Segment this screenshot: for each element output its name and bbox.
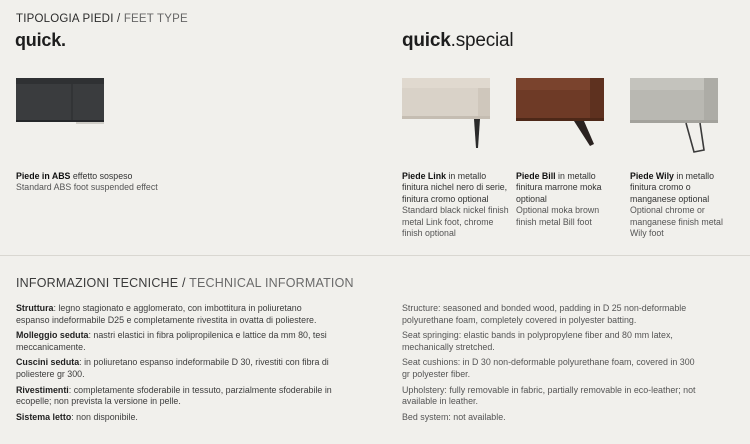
spec-label: Rivestimenti — [16, 384, 69, 395]
spec-label: Molleggio seduta — [16, 330, 89, 341]
bill-foot-photo — [516, 78, 604, 160]
link-foot-caption-it — [402, 171, 514, 205]
link-foot-caption — [402, 171, 514, 239]
feet-type-heading — [16, 13, 188, 25]
technical-info-it — [16, 303, 336, 427]
spec-upholstery-it — [16, 385, 336, 408]
wily-foot-name: Piede Wily — [630, 171, 674, 181]
quick-special-bold: quick — [402, 30, 451, 51]
quick-special-light: .special — [450, 30, 514, 51]
bill-foot-illustration — [516, 78, 604, 160]
quick-brand-title: quick. — [15, 30, 66, 50]
spec-seat-cushions-it — [16, 357, 336, 380]
feet-type-heading-en: FEET TYPE — [123, 13, 188, 25]
link-foot-illustration — [402, 78, 490, 160]
link-foot-caption-en: Standard black nickel finish metal Link foot, chrome finish optional — [402, 205, 509, 239]
spec-text: : legno stagionato e agglomerato, con imbottitura in poliuretano espanso indeformabile D25 e completamente rivestita in ovatta di poliestere. — [16, 303, 317, 325]
bill-foot-desc: in metallo finitura marrone moka optional — [516, 171, 602, 204]
link-foot-name: Piede Link — [402, 171, 446, 181]
abs-foot-caption — [16, 171, 216, 194]
spec-text: : nastri elastici in fibra polipropilenica e lattice da mm 80, tesi meccanicamente. — [16, 330, 327, 352]
spec-seat-cushions-en: Seat cushions: in D 30 non-deformable polyurethane foam, covered in 300 gr polyester fiber. — [402, 357, 695, 379]
spec-label: Sistema letto — [16, 411, 72, 422]
abs-foot-caption-it — [16, 171, 216, 182]
technical-info-heading — [16, 276, 354, 290]
abs-foot-illustration — [16, 78, 110, 130]
abs-foot-desc: effetto sospeso — [70, 171, 133, 181]
section-divider — [0, 255, 750, 256]
bill-foot-caption-it — [516, 171, 620, 205]
spec-label: Cuscini seduta — [16, 357, 80, 368]
link-foot-desc: in metallo finitura nichel nero di serie, finitura cromo optional — [402, 171, 508, 204]
wily-foot-caption-it — [630, 171, 730, 205]
spec-bed-system-it — [16, 412, 336, 424]
abs-foot-photo — [16, 78, 110, 130]
spec-seat-springing-en: Seat springing: elastic bands in polypropylene fiber and 80 mm latex, mechanically stretched. — [402, 330, 673, 352]
abs-foot-name: Piede in ABS — [16, 171, 71, 181]
wily-foot-caption-en: Optional chrome or manganese finish metal Wily foot — [630, 205, 723, 239]
heading-separator: / — [117, 13, 121, 25]
bill-foot-caption-en: Optional moka brown finish metal Bill foot — [516, 205, 600, 227]
spec-text: : in poliuretano espanso indeformabile D 30, rivestiti con fibra di poliestere gr 300. — [16, 357, 329, 379]
spec-upholstery-en: Upholstery: fully removable in fabric, partially removable in eco-leather; not available in leather. — [402, 384, 696, 407]
technical-heading-separator: / — [182, 276, 186, 290]
spec-structure-en: Structure: seasoned and bonded wood, padding in D 25 non-deformable polyurethane foam, completely covered in polyester batting. — [402, 303, 687, 325]
spec-text: : completamente sfoderabile in tessuto, parzialmente sfoderabile in ecopelle; non prevista la versione in pelle. — [16, 384, 332, 407]
bill-foot-name: Piede Bill — [516, 171, 556, 181]
wily-foot-photo — [630, 78, 718, 160]
wily-foot-desc: in metallo finitura cromo o manganese optional — [630, 171, 715, 204]
wily-foot-caption — [630, 171, 730, 239]
wily-foot-illustration — [630, 78, 718, 160]
link-foot-photo — [402, 78, 490, 160]
spec-seat-springing-it — [16, 330, 336, 353]
spec-bed-system-en: Bed system: not available. — [402, 411, 506, 422]
technical-info-heading-en: TECHNICAL INFORMATION — [189, 276, 354, 290]
feet-type-heading-it: TIPOLOGIA PIEDI — [16, 13, 114, 25]
technical-info-en — [402, 303, 702, 427]
spec-structure-it — [16, 303, 336, 326]
quick-special-brand-title — [402, 30, 513, 52]
bill-foot-caption — [516, 171, 620, 228]
abs-foot-caption-en: Standard ABS foot suspended effect — [16, 182, 158, 193]
spec-text: : non disponibile. — [71, 411, 138, 422]
spec-label: Struttura — [16, 303, 54, 313]
technical-info-heading-it: INFORMAZIONI TECNICHE — [16, 276, 179, 290]
